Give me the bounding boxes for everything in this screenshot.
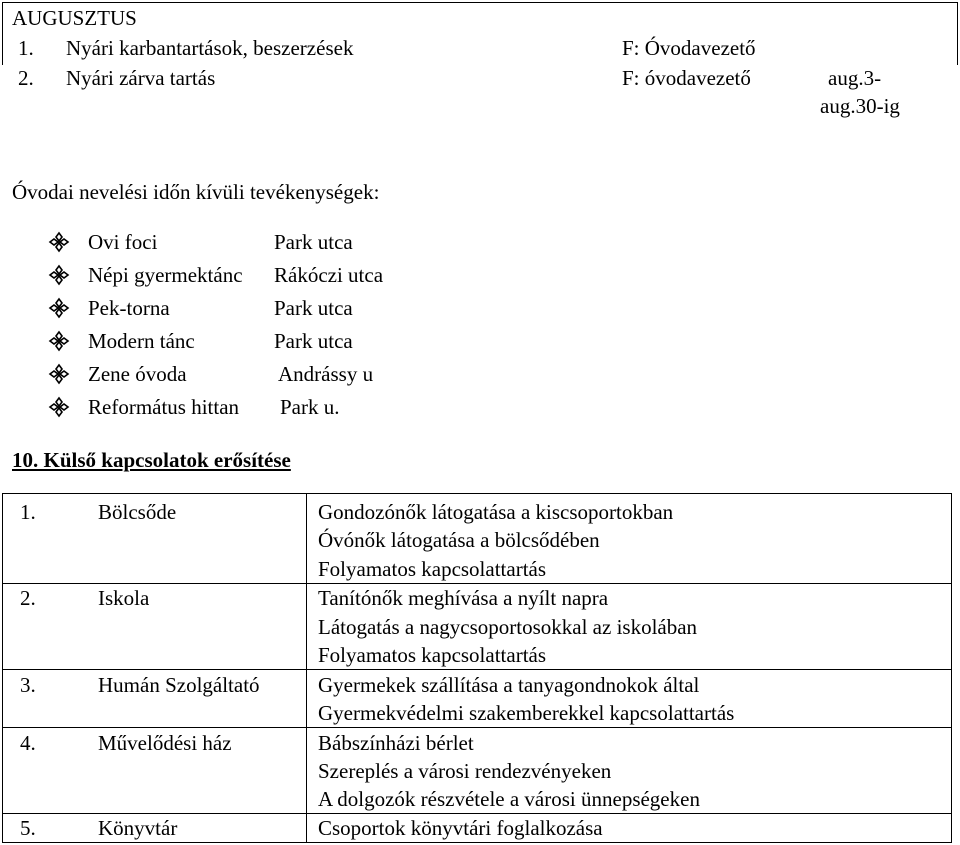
- relation-partner: Iskola: [98, 586, 150, 610]
- activity-place: Park utca: [274, 296, 353, 320]
- table-border-top: [2, 493, 952, 494]
- row2-responsible: F: óvodavezető: [622, 66, 751, 90]
- relation-activity: Tanítónők meghívása a nyílt napra: [318, 586, 609, 610]
- table-border-left: [2, 2, 3, 65]
- relation-num: 4.: [20, 731, 36, 755]
- column-divider: [306, 493, 307, 843]
- table-border-right: [951, 493, 952, 843]
- month-title: AUGUSZTUS: [12, 6, 137, 30]
- row1-num: 1.: [18, 36, 34, 60]
- activity-place: Rákóczi utca: [274, 263, 384, 287]
- relation-activity: Folyamatos kapcsolattartás: [318, 557, 547, 581]
- relation-num: 2.: [20, 586, 36, 610]
- row2-date-line1: aug.3-: [828, 66, 882, 90]
- relation-activity: Folyamatos kapcsolattartás: [318, 643, 547, 667]
- section-heading: 10. Külső kapcsolatok erősítése: [12, 448, 291, 472]
- activity-name: Modern tánc: [88, 329, 195, 353]
- activity-name: Református hittan: [88, 395, 240, 419]
- row1-task: Nyári karbantartások, beszerzések: [66, 36, 354, 60]
- extra-activities-title: Óvodai nevelési időn kívüli tevékenységek:: [12, 180, 380, 204]
- relation-activity: Gyermekvédelmi szakemberekkel kapcsolattartás: [318, 701, 735, 725]
- activity-place: Andrássy u: [278, 362, 374, 386]
- relation-activity: Bábszínházi bérlet: [318, 731, 474, 755]
- activity-place: Park u.: [280, 395, 340, 419]
- relation-activity: A dolgozók részvétele a városi ünnepségeken: [318, 787, 700, 811]
- table-border-top: [2, 2, 957, 3]
- relation-num: 5.: [20, 816, 36, 840]
- row-divider: [2, 669, 952, 670]
- relation-partner: Művelődési ház: [98, 731, 232, 755]
- four-diamond-bullet-icon: [48, 396, 70, 418]
- row-divider: [2, 583, 952, 584]
- relation-activity: Gyermekek szállítása a tanyagondnokok által: [318, 673, 700, 697]
- activity-name: Pek-torna: [88, 296, 170, 320]
- four-diamond-bullet-icon: [48, 264, 70, 286]
- relation-activity: Csoportok könyvtári foglalkozása: [318, 816, 603, 840]
- table-border-right: [957, 2, 958, 65]
- relation-activity: Szereplés a városi rendezvényeken: [318, 759, 612, 783]
- activity-name: Zene óvoda: [88, 362, 187, 386]
- activity-place: Park utca: [274, 329, 353, 353]
- row-divider: [2, 727, 952, 728]
- row-divider: [2, 813, 952, 814]
- four-diamond-bullet-icon: [48, 330, 70, 352]
- relation-activity: Látogatás a nagycsoportosokkal az iskolában: [318, 615, 698, 639]
- four-diamond-bullet-icon: [48, 297, 70, 319]
- relation-num: 3.: [20, 673, 36, 697]
- row2-num: 2.: [18, 66, 34, 90]
- four-diamond-bullet-icon: [48, 231, 70, 253]
- relation-partner: Könyvtár: [98, 816, 178, 840]
- row1-responsible: F: Óvodavezető: [622, 36, 756, 60]
- activity-name: Ovi foci: [88, 230, 158, 254]
- relation-num: 1.: [20, 500, 36, 524]
- relation-partner: Humán Szolgáltató: [98, 673, 260, 697]
- activity-place: Park utca: [274, 230, 353, 254]
- row2-task: Nyári zárva tartás: [66, 66, 216, 90]
- relation-partner: Bölcsőde: [98, 500, 177, 524]
- table-border-left: [2, 493, 3, 843]
- activity-name: Népi gyermektánc: [88, 263, 243, 287]
- four-diamond-bullet-icon: [48, 363, 70, 385]
- row2-date-line2: aug.30-ig: [820, 94, 900, 118]
- relation-activity: Gondozónők látogatása a kiscsoportokban: [318, 500, 674, 524]
- table-border-bottom: [2, 842, 952, 843]
- relation-activity: Óvónők látogatása a bölcsődében: [318, 528, 600, 552]
